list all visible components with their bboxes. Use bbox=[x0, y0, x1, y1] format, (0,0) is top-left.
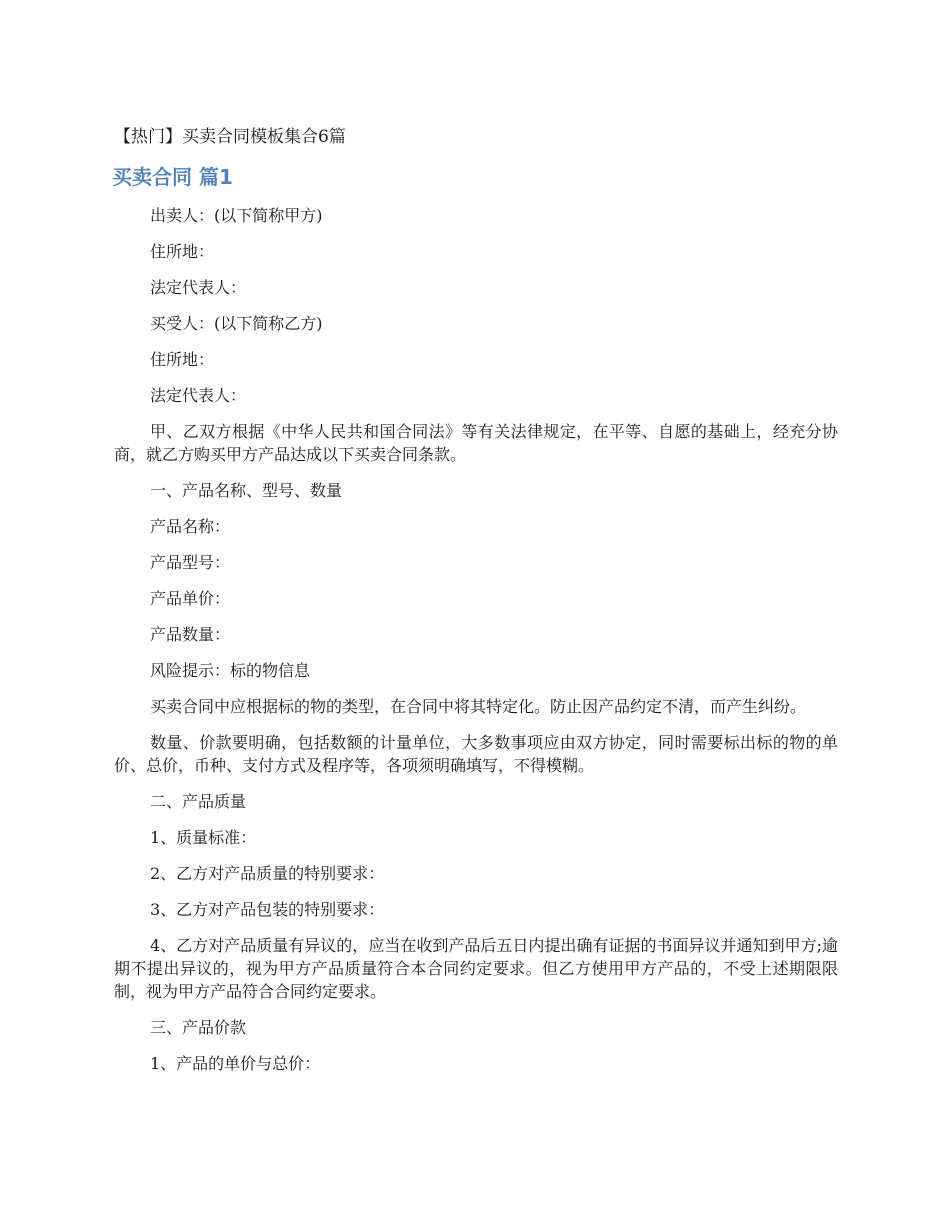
document-body bbox=[114, 204, 838, 1088]
paragraph-preamble: 甲、乙双方根据《中华人民共和国合同法》等有关法律规定，在平等、自愿的基础上，经充分协商，就乙方购买甲方产品达成以下买卖合同条款。 bbox=[114, 422, 838, 464]
paragraph-quality-requirement: 2、乙方对产品质量的特别要求： bbox=[150, 864, 385, 883]
paragraph-quality-standard: 1、质量标准： bbox=[150, 828, 257, 847]
paragraph-product-quantity: 产品数量： bbox=[150, 625, 231, 644]
paragraph-product-name: 产品名称： bbox=[150, 517, 231, 536]
paragraph-product-unit-price: 产品单价： bbox=[150, 589, 231, 608]
paragraph-clause-2-heading: 二、产品质量 bbox=[150, 792, 247, 811]
paragraph-risk-notice: 风险提示：标的物信息 bbox=[150, 661, 311, 680]
paragraph-buyer: 买受人：(以下简称乙方) bbox=[150, 314, 323, 333]
paragraph-quality-objection: 4、乙方对产品质量有异议的，应当在收到产品后五日内提出确有证据的书面异议并通知到甲方;逾期不提出异议的，视为甲方产品质量符合本合同约定要求。但乙方使用甲方产品的，不受上述期限限制，视为甲方产品符合合同约定要求。 bbox=[114, 936, 838, 1001]
paragraph-clause-3-heading: 三、产品价款 bbox=[150, 1018, 247, 1037]
paragraph-buyer-representative: 法定代表人： bbox=[150, 386, 247, 405]
paragraph-seller: 出卖人：(以下简称甲方) bbox=[150, 206, 323, 225]
paragraph-risk-detail-2: 数量、价款要明确，包括数额的计量单位，大多数事项应由双方协定，同时需要标出标的物的单价、总价，币种、支付方式及程序等，各项须明确填写，不得模糊。 bbox=[114, 733, 838, 775]
paragraph-seller-representative: 法定代表人： bbox=[150, 278, 247, 297]
paragraph-seller-address: 住所地： bbox=[150, 242, 215, 261]
paragraph-risk-detail-1: 买卖合同中应根据标的物的类型，在合同中将其特定化。防止因产品约定不清，而产生纠纷。 bbox=[150, 697, 807, 716]
paragraph-clause-1-heading: 一、产品名称、型号、数量 bbox=[150, 481, 343, 500]
paragraph-packaging-requirement: 3、乙方对产品包装的特别要求： bbox=[150, 900, 385, 919]
paragraph-buyer-address: 住所地： bbox=[150, 350, 215, 369]
paragraph-product-model: 产品型号： bbox=[150, 553, 231, 572]
section-heading: 买卖合同 篇1 bbox=[112, 165, 233, 189]
paragraph-unit-and-total-price: 1、产品的单价与总价： bbox=[150, 1054, 321, 1073]
document-title: 【热门】买卖合同模板集合6篇 bbox=[114, 127, 346, 147]
